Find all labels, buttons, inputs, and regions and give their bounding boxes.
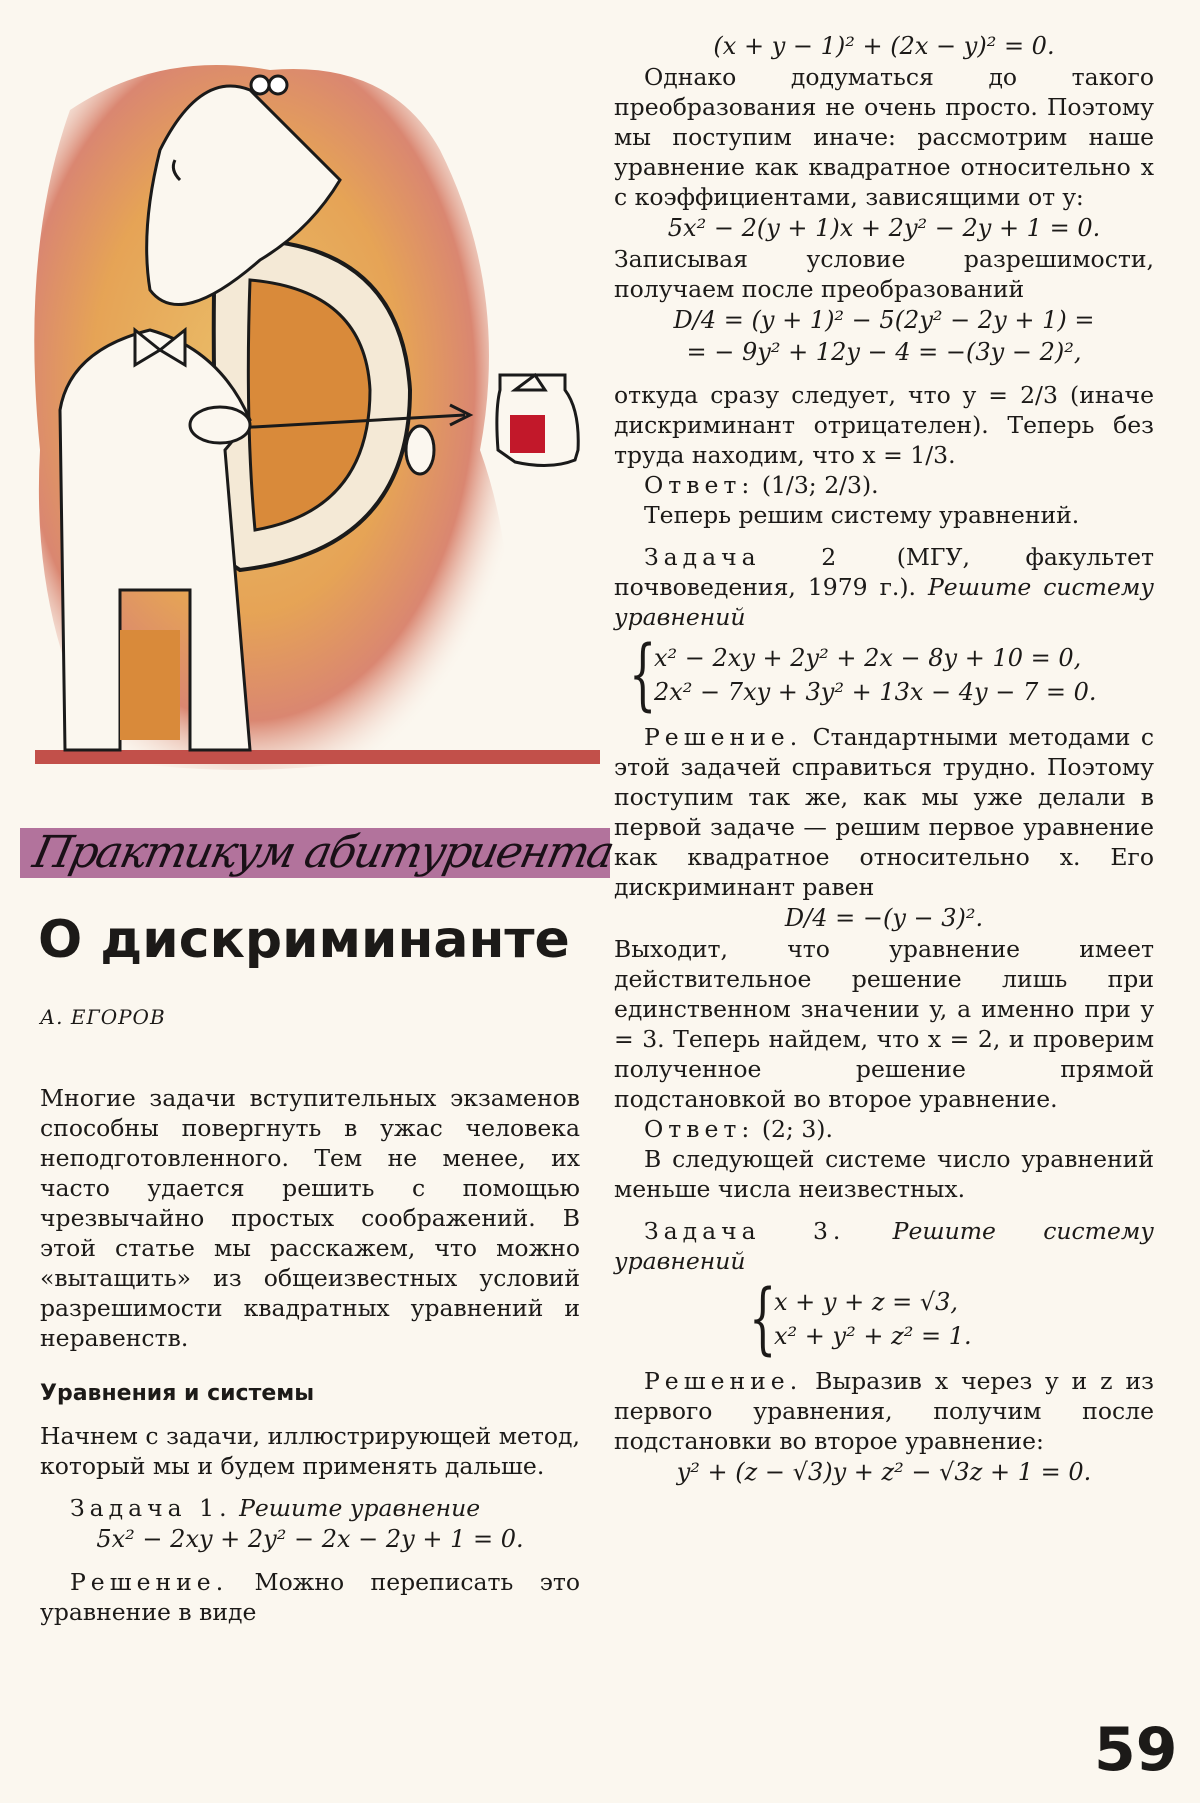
left-column: [40, 1083, 580, 1627]
equation-3b: = − 9y² + 12y − 4 = −(3y − 2)²,: [686, 338, 1082, 366]
system2-line2: 2x² − 7xy + 3y² + 13x − 4y − 7 = 0.: [654, 678, 1097, 706]
answer1-label: Ответ:: [644, 471, 755, 499]
paragraph-r6: В следующей системе число уравнений меньше числа неизвестных.: [614, 1145, 1154, 1203]
task1-equation: 5x² − 2xy + 2y² − 2x − 2y + 1 = 0.: [96, 1525, 524, 1553]
task2-label: Задача 2: [644, 543, 842, 571]
task3-paragraph: [614, 1216, 1154, 1276]
solution2-label: Решение.: [644, 723, 803, 751]
solution3-paragraph: [614, 1366, 1154, 1456]
equation-3a: D/4 = (y + 1)² − 5(2y² − 2y + 1) =: [673, 306, 1095, 334]
equation-2: 5x² − 2(y + 1)x + 2y² − 2y + 1 = 0.: [667, 214, 1101, 242]
answer2-value: (2; 3).: [761, 1115, 833, 1143]
system-3: [744, 1274, 1154, 1364]
banner-text: Практикум абитуриента: [28, 827, 618, 878]
article-title: О дискриминанте: [38, 910, 570, 970]
solution3-text: Выразив x через y и z из первого уравнения, получим после подстановки во второе уравнение:: [614, 1367, 1154, 1455]
task2-paragraph: [614, 542, 1154, 632]
paragraph-r5: Выходит, что уравнение имеет действительное решение лишь при единственном значении y, а именно при y = 3. Теперь найдем, что x = 2, и проверим полученное решение прямой подстановкой во второе уравнение.: [614, 935, 1154, 1113]
equation-5: y² + (z − √3)y + z² − √3z + 1 = 0.: [676, 1458, 1092, 1486]
answer2-label: Ответ:: [644, 1115, 755, 1143]
paragraph-r3: откуда сразу следует, что y = 2/3 (иначе дискриминант отрицателен). Теперь без труда находим, что x = 1/3.: [614, 381, 1154, 469]
equation-top: (x + y − 1)² + (2x − y)² = 0.: [713, 32, 1055, 60]
solution1-label: Решение.: [70, 1568, 229, 1596]
solution1-paragraph: [40, 1567, 580, 1627]
right-column: [614, 30, 1154, 1488]
task1-paragraph: [40, 1493, 580, 1523]
brace-icon: {: [748, 1274, 777, 1364]
paragraph-r1: Однако додуматься до такого преобразования не очень просто. Поэтому мы поступим иначе: рассмотрим наше уравнение как квадратное относительно x с коэффициентами, зависящими от y:: [614, 63, 1154, 211]
article-author: А. ЕГОРОВ: [40, 1005, 166, 1029]
page-number: 59: [1094, 1715, 1178, 1785]
task2-text: Решите систему уравнений: [614, 573, 1154, 631]
task1-label: Задача 1.: [70, 1494, 232, 1522]
system3-line1: x + y + z = √3,: [774, 1288, 959, 1316]
solution2-text: Стандартными методами с этой задачей справиться трудно. Поэтому поступим так же, как мы уже делали в первой задаче — решим первое уравнение как квадратное относительно x. Его дискриминант равен: [614, 723, 1154, 901]
ground-stripe: [35, 750, 600, 764]
task3-label: Задача 3.: [644, 1217, 846, 1245]
system3-line2: x² + y² + z² = 1.: [774, 1322, 972, 1350]
task3-text: Решите систему уравнений: [614, 1217, 1154, 1275]
section-banner: [20, 822, 618, 884]
section-heading: Уравнения и системы: [40, 1381, 315, 1406]
solution2-paragraph: [614, 722, 1154, 902]
paragraph-1: Начнем с задачи, иллюстрирующей метод, который мы и будем применять дальше.: [40, 1422, 580, 1480]
task1-text: Решите уравнение: [239, 1494, 481, 1522]
answer1-line: [614, 470, 1154, 500]
task2-source: (МГУ, факультет почвоведения, 1979 г.).: [614, 543, 1154, 601]
answer1-value: (1/3; 2/3).: [761, 471, 879, 499]
figure-leg-shadow: [120, 630, 180, 740]
system2-line1: x² − 2xy + 2y² + 2x − 8y + 10 = 0,: [654, 644, 1082, 672]
equation-4: D/4 = −(y − 3)².: [784, 904, 984, 932]
brace-icon: {: [628, 630, 657, 720]
paragraph-r2: Записывая условие разрешимости, получаем после преобразований: [614, 245, 1154, 303]
solution1-text: Можно переписать это уравнение в виде: [40, 1568, 580, 1626]
answer2-line: [614, 1114, 1154, 1144]
intro-paragraph: Многие задачи вступительных экзаменов способны повергнуть в ужас человека неподготовленного. Тем не менее, их часто удается решить с помощью чрезвычайно простых соображений. В этой статье мы расскажем, что можно «вытащить» из общеизвестных условий разрешимости квадратных уравнений и неравенств.: [40, 1084, 580, 1352]
paragraph-r4: Теперь решим систему уравнений.: [644, 501, 1080, 529]
illustration-archer: [10, 30, 610, 820]
system-2: [624, 630, 1154, 720]
solution3-label: Решение.: [644, 1367, 803, 1395]
